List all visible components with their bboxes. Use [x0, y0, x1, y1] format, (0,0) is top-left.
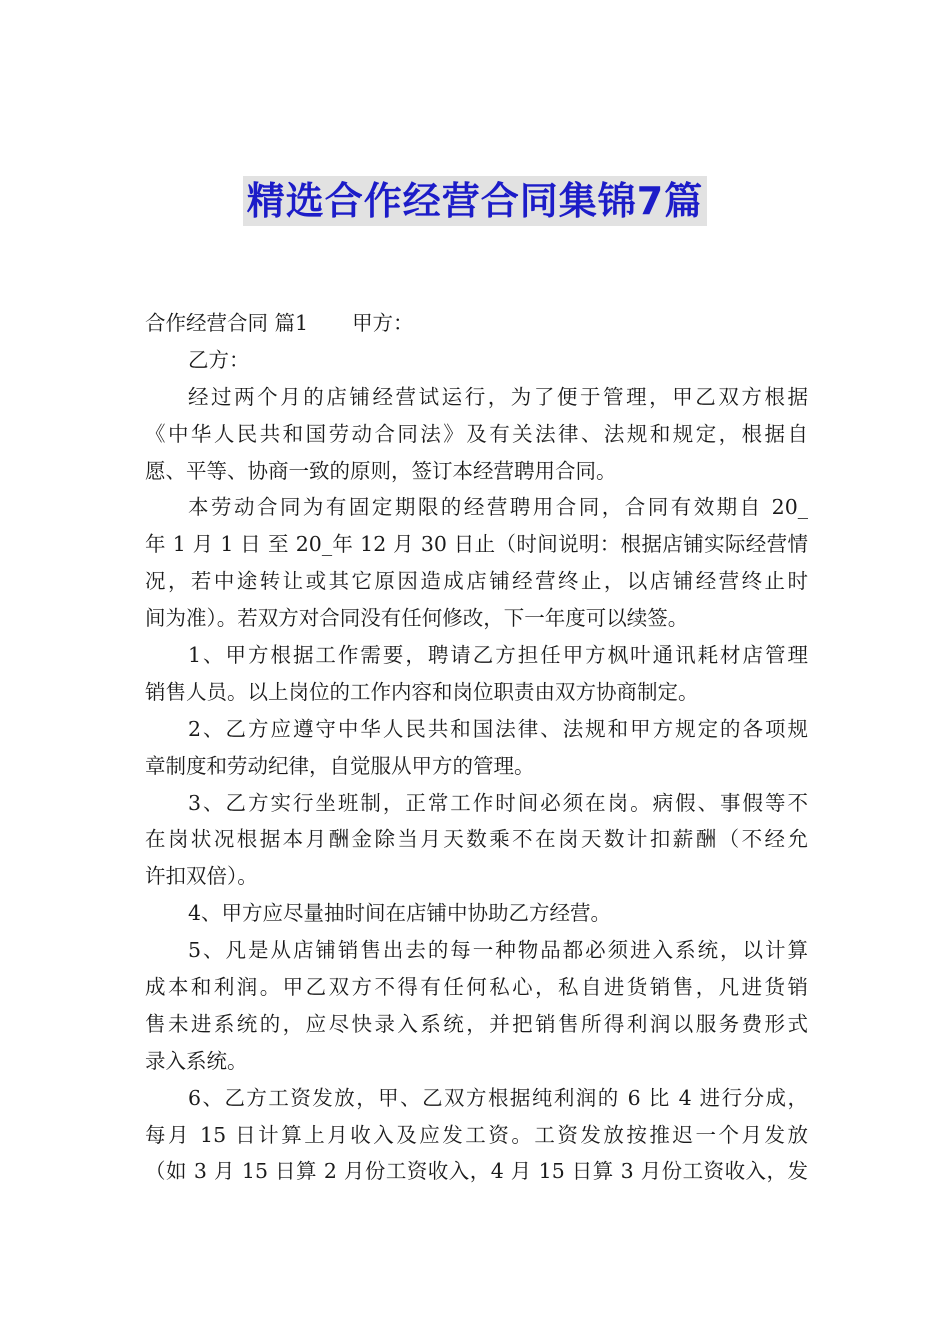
section-heading: 合作经营合同 篇1: [145, 311, 309, 335]
paragraph-line: 经过两个月的店铺经营试运行，为了便于管理，甲乙双方根据: [188, 384, 808, 409]
clause-3-line: 许扣双倍）。: [145, 864, 258, 889]
clause-2-line: 章制度和劳动纪律，自觉服从甲方的管理。: [145, 753, 535, 778]
party-b-label: 乙方：: [188, 347, 250, 372]
clause-6-line: 每月 15 日计算上月收入及应发工资。工资发放按推迟一个月发放: [145, 1122, 808, 1147]
clause-2-line: 2、乙方应遵守中华人民共和国法律、法规和甲方规定的各项规: [188, 716, 808, 741]
clause-6-line: 6、乙方工资发放，甲、乙双方根据纯利润的 6 比 4 进行分成，: [188, 1085, 808, 1110]
document-body: [145, 305, 808, 1190]
clause-1-line: 销售人员。以上岗位的工作内容和岗位职责由双方协商制定。: [145, 679, 699, 704]
paragraph-line: 况，若中途转让或其它原因造成店铺经营终止，以店铺经营终止时: [145, 569, 808, 594]
clause-5-line: 成本和利润。甲乙双方不得有任何私心，私自进货销售，凡进货销: [145, 975, 808, 1000]
clause-5-line: 录入系统。: [145, 1048, 248, 1073]
section-heading-line: [145, 305, 808, 342]
clause-4-line: 4、甲方应尽量抽时间在店铺中协助乙方经营。: [188, 901, 612, 926]
paragraph-line: 间为准）。若双方对合同没有任何修改，下一年度可以续签。: [145, 606, 689, 631]
clause-6-line: （如 3 月 15 日算 2 月份工资收入，4 月 15 日算 3 月份工资收入，发: [145, 1159, 808, 1184]
paragraph-line: 愿、平等、协商一致的原则，签订本经营聘用合同。: [145, 458, 617, 483]
paragraph-line: 本劳动合同为有固定期限的经营聘用合同，合同有效期自 20_: [188, 495, 808, 520]
party-a-label: 甲方：: [352, 311, 414, 335]
clause-1-line: 1、甲方根据工作需要，聘请乙方担任甲方枫叶通讯耗材店管理: [188, 643, 808, 668]
clause-5-line: 5、凡是从店铺销售出去的每一种物品都必须进入系统，以计算: [188, 938, 808, 963]
title-container: [0, 176, 950, 226]
clause-5-line: 售未进系统的，应尽快录入系统，并把销售所得利润以服务费形式: [145, 1011, 808, 1036]
paragraph-line: 《中华人民共和国劳动合同法》及有关法律、法规和规定，根据自: [145, 421, 808, 446]
paragraph-line: 年 1 月 1 日 至 20_年 12 月 30 日止（时间说明：根据店铺实际经营情: [145, 532, 808, 557]
document-title: 精选合作经营合同集锦7篇: [243, 176, 707, 226]
clause-3-line: 在岗状况根据本月酬金除当月天数乘不在岗天数计扣薪酬（不经允: [145, 827, 808, 852]
clause-3-line: 3、乙方实行坐班制，正常工作时间必须在岗。病假、事假等不: [188, 790, 808, 815]
